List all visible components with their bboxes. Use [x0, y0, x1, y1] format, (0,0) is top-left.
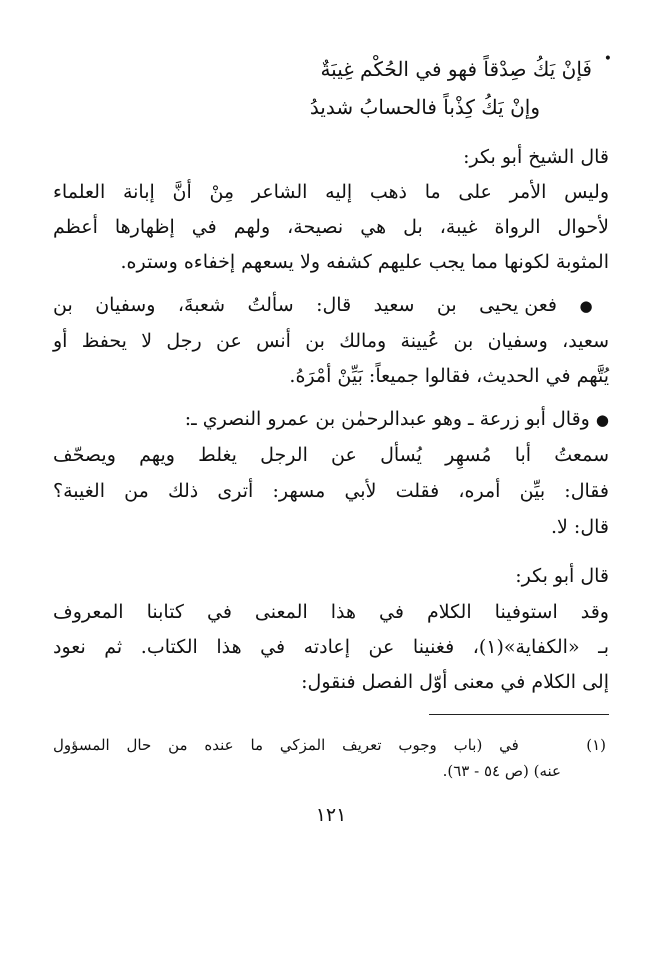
verse-marker: • — [603, 51, 612, 67]
verse-line-1: فَإنْ يَكُ صِدْقاً فهو في الحُكْم غِيبَةٌ — [320, 57, 592, 81]
page-number: ١٢١ — [315, 804, 347, 826]
paragraph-line: سمعتُ أبا مُسهِر يُسأل عن الرجل يغلط ويهم ويصحّف — [53, 444, 609, 466]
paragraph-line: لأحوال الرواة غيبة، بل هي نصيحة، ولهم في إظهارها أعظم — [53, 216, 609, 238]
verse-line-2: وإنْ يَكُ كِذْباً فالحسابُ شديدُ — [309, 95, 540, 119]
paragraph-line — [53, 290, 609, 320]
paragraph-text: وقال أبو زرعة ـ وهو عبدالرحمٰن بن عمرو النصري ـ: — [184, 408, 590, 430]
bullet-icon: ● — [579, 297, 610, 315]
footnote-line: عنه) (ص ٥٤ - ٦٣). — [442, 762, 561, 780]
paragraph-line — [53, 404, 609, 434]
footnote-line — [53, 733, 606, 757]
footnote-rule — [429, 714, 609, 715]
paragraph-line: بـ «الكفاية»(١)، فغنينا عن إعادته في هذا الكتاب. ثم نعود — [53, 636, 609, 658]
paragraph-text: فعن يحيى بن سعيد قال: سألتُ شعبةَ، وسفيان بن — [53, 294, 558, 316]
paragraph-line: المثوبة لكونها مما يجب عليهم كشفه ولا يسعهم إخفاءه وستره. — [120, 251, 609, 273]
paragraph-line: يُتَّهم في الحديث، فقالوا جميعاً: بَيِّنْ أمْرَهُ. — [289, 365, 609, 387]
paragraph-line: سعيد، وسفيان بن عُيينة ومالك بن أنس عن رجل لا يحفظ أو — [53, 330, 609, 352]
paragraph-line: قال: لا. — [551, 516, 609, 538]
paragraph-line: وقد استوفينا الكلام في هذا المعنى في كتابنا المعروف — [53, 601, 609, 623]
paragraph-line: وليس الأمر على ما ذهب إليه الشاعر مِنْ أنَّ إبانة العلماء — [53, 181, 609, 203]
speaker-heading-1: قال الشيخ أبو بكر: — [463, 146, 609, 168]
paragraph-line: إلى الكلام في معنى أوّل الفصل فنقول: — [301, 671, 609, 693]
footnote-marker: (١) — [586, 736, 606, 754]
footnote-text: في (باب وجوب تعريف المزكي ما عنده من حال المسؤول — [53, 736, 519, 754]
bullet-icon: ● — [595, 411, 609, 429]
paragraph-line: فقال: بيِّن أمره، فقلت لأبي مسهر: أترى ذلك من الغيبة؟ — [53, 480, 609, 502]
speaker-heading-2: قال أبو بكر: — [515, 565, 609, 587]
